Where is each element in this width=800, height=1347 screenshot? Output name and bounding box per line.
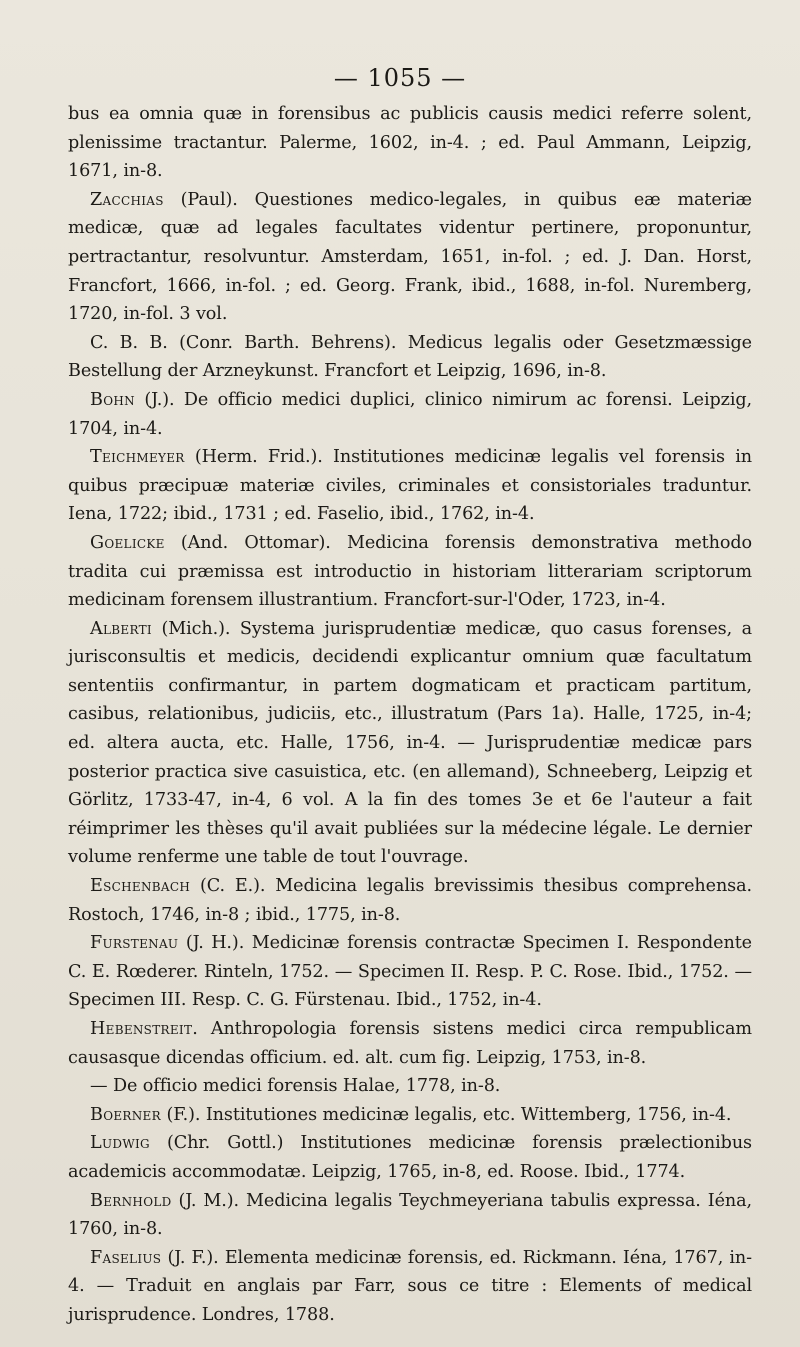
bibliography-entry-zacchias bbox=[68, 186, 752, 329]
entry-text: (And. Ottomar). Medicina forensis demonstrativa methodo tradita cui præmissa est introductio in historiam litterariam scriptorum medicinam forensem illustrantium. Francfort-sur-l'Oder, 1723, in-4. bbox=[68, 532, 752, 611]
entry-text: bus ea omnia quæ in forensibus ac publicis causis medici referre solent, plenissime tractantur. Palerme, 1602, in-4. ; ed. Paul Ammann, Leipzig, 1671, in-8. bbox=[68, 104, 752, 182]
entry-text: (J.). De officio medici duplici, clinico nimirum ac forensi. Leipzig, 1704, in-4. bbox=[68, 389, 752, 439]
entry-author: Faselius bbox=[90, 1247, 162, 1268]
bibliography-text bbox=[68, 100, 752, 1330]
bibliography-entry-hebenstreit bbox=[68, 1015, 752, 1072]
entry-text: (Mich.). Systema jurisprudentiæ medicæ, quo casus forenses, a jurisconsultis et medicis, decidendi explicantur omnium quæ facultatum sententiis confirmantur, in partem dogmaticam et practicam partitum, casibus, relationibus, judiciis, etc., illustratum (Pars 1a). Halle, 1725, in-4; ed. altera aucta, etc. Halle, 1756, in-4. — Jurisprudentiæ medicæ pars posterior practica sive casuistica, etc. (en allemand), Schneeberg, Leipzig et Görlitz, 1733-47, in-4, 6 vol. A la fin des tomes 3e et 6e l'auteur a fait réimprimer les thèses qu'il avait publiées sur la médecine légale. Le dernier volume renferme une table de tout l'ouvrage. bbox=[68, 618, 752, 868]
entry-text: (J. M.). Medicina legalis Teychmeyeriana tabulis expressa. Iéna, 1760, in-8. bbox=[68, 1190, 752, 1240]
bibliography-entry-bernhold bbox=[68, 1187, 752, 1244]
bibliography-entry-eschenbach bbox=[68, 872, 752, 929]
entry-author: Eschenbach bbox=[90, 876, 191, 897]
entry-author: Goelicke bbox=[90, 532, 165, 553]
entry-author: Bernhold bbox=[90, 1190, 172, 1211]
bibliography-entry-behrens bbox=[68, 329, 752, 386]
entry-text: — De officio medici forensis Halae, 1778, in-8. bbox=[90, 1076, 501, 1097]
entry-author: Bohn bbox=[90, 389, 135, 410]
entry-author: Alberti bbox=[90, 618, 152, 639]
bibliography-entry-bohn bbox=[68, 386, 752, 443]
entry-text: . Anthropologia forensis sistens medici circa rempublicam causasque dicendas officium. ed. alt. cum fig. Leipzig, 1753, in-8. bbox=[68, 1019, 752, 1068]
bibliography-entry-furstenau bbox=[68, 929, 752, 1015]
entry-text: (Herm. Frid.). Institutiones medicinæ legalis vel forensis in quibus præcipuæ materiæ civiles, criminales et consistoriales traduntur. Iena, 1722; ibid., 1731 ; ed. Faselio, ibid., 1762, in-4. bbox=[68, 447, 752, 525]
entry-author: Teichmeyer bbox=[90, 447, 185, 468]
entry-author: Ludwig bbox=[90, 1133, 150, 1154]
entry-author: Zacchias bbox=[90, 189, 164, 210]
bibliography-entry-faselius bbox=[68, 1244, 752, 1330]
bibliography-entry-alberti bbox=[68, 615, 752, 872]
entry-text: (Chr. Gottl.) Institutiones medicinæ forensis prælectionibus academicis accommodatæ. Leipzig, 1765, in-8, ed. Roose. Ibid., 1774. bbox=[68, 1133, 752, 1182]
entry-author: Hebenstreit bbox=[90, 1019, 193, 1039]
bibliography-entry-continuation bbox=[68, 100, 752, 186]
bibliography-entry-teichmeyer bbox=[68, 443, 752, 529]
entry-author: Boerner bbox=[90, 1104, 161, 1125]
page-number: — 1055 — bbox=[333, 64, 467, 92]
entry-author: Furstenau bbox=[90, 933, 179, 954]
bibliography-entry-goelicke bbox=[68, 529, 752, 615]
entry-text: (J. H.). Medicinæ forensis contractæ Specimen I. Respondente C. E. Rœderer. Rinteln, 1752. — Specimen II. Resp. P. C. Rose. Ibid., 1752. — Specimen III. Resp. C. G. Fürstenau. Ibid., 1752, in-4. bbox=[68, 933, 752, 1011]
bibliography-entry-ludwig bbox=[68, 1129, 752, 1186]
entry-text: (J. F.). Elementa medicinæ forensis, ed. Rickmann. Iéna, 1767, in-4. — Traduit en anglais par Farr, sous ce titre : Elements of medical jurisprudence. Londres, 1788. bbox=[68, 1247, 752, 1325]
entry-text: (C. E.). Medicina legalis brevissimis thesibus comprehensa. Rostoch, 1746, in-8 ; ibid., 1775, in-8. bbox=[68, 876, 752, 925]
bibliography-entry-hebenstreit-2 bbox=[68, 1072, 752, 1101]
entry-text: C. B. B. (Conr. Barth. Behrens). Medicus legalis oder Gesetzmæssige Bestellung der Arzneykunst. Francfort et Leipzig, 1696, in-8. bbox=[68, 332, 752, 382]
bibliography-entry-boerner bbox=[68, 1101, 752, 1130]
entry-text: (F.). Institutiones medicinæ legalis, etc. Wittemberg, 1756, in-4. bbox=[160, 1104, 732, 1125]
entry-text: (Paul). Questiones medico-legales, in quibus eæ materiæ medicæ, quæ ad legales facultates videntur pertinere, proponuntur, pertractantur, resolvuntur. Amsterdam, 1651, in-fol. ; ed. J. Dan. Horst, Francfort, 1666, in-fol. ; ed. Georg. Frank, ibid., 1688, in-fol. Nuremberg, 1720, in-fol. 3 vol. bbox=[68, 189, 752, 325]
